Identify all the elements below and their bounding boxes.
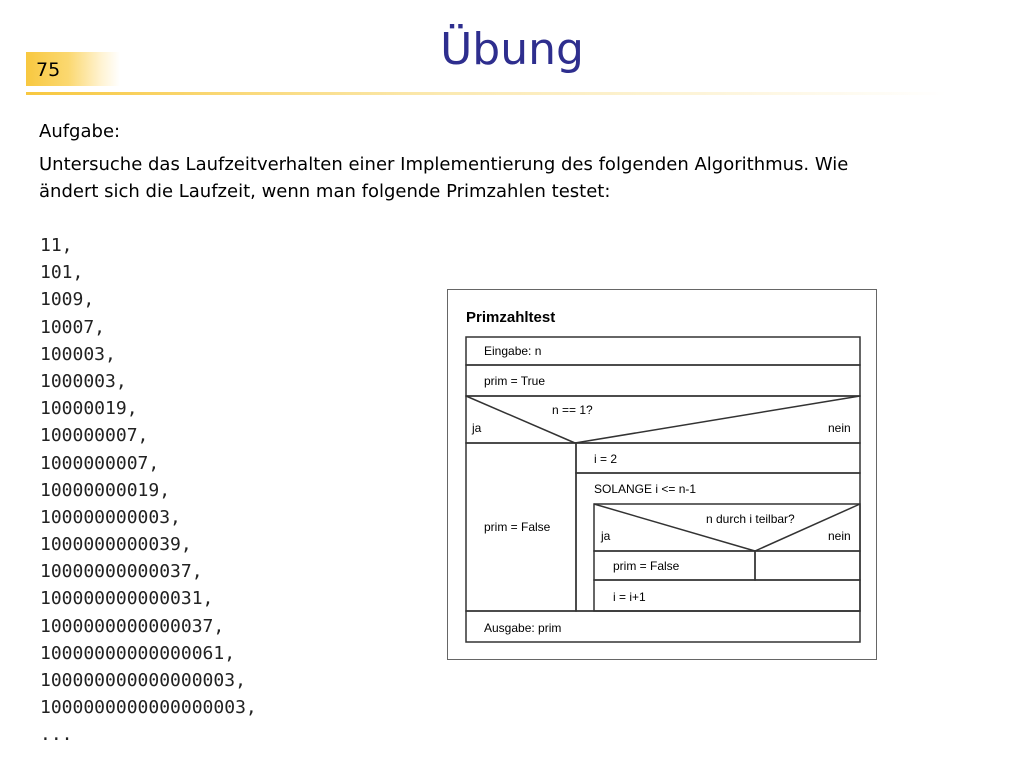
- else-empty-block: [755, 551, 860, 580]
- yes-2-label: ja: [601, 529, 611, 543]
- prime-number-item: 100000000003,: [40, 506, 181, 528]
- condition-1-text: n == 1?: [552, 403, 593, 417]
- decision-n-eq-1-block: [466, 396, 860, 443]
- condition-2-text: n durch i teilbar?: [706, 512, 795, 526]
- yes-1-label: ja: [472, 421, 482, 435]
- increment-text: i = i+1: [613, 590, 646, 604]
- prime-number-item: 100000000000031,: [40, 588, 214, 610]
- slide-title: Übung: [440, 24, 584, 75]
- prime-number-item: 100000000000000003,: [40, 670, 246, 691]
- task-text-line-1: Untersuche das Laufzeitverhalten einer Implementierung des folgenden Algorithmus. Wie: [39, 154, 849, 175]
- prime-number-item: ...: [40, 724, 73, 746]
- input-text: Eingabe: n: [484, 344, 542, 358]
- prime-number-item: 10000000000037,: [40, 561, 203, 583]
- then-1-text: prim = False: [484, 520, 551, 534]
- prime-number-item: 101,: [40, 262, 84, 284]
- init-i-text: i = 2: [594, 452, 618, 466]
- prime-number-item: 1000000007,: [40, 452, 160, 474]
- prime-number-item: 1000003,: [40, 370, 127, 392]
- prime-number-item: 10000000019,: [40, 479, 171, 501]
- prime-number-item: 1000000000039,: [40, 534, 192, 556]
- prime-number-item: 100003,: [40, 343, 116, 365]
- prime-number-item: 1009,: [40, 289, 95, 311]
- output-text: Ausgabe: prim: [484, 621, 562, 635]
- init-prim-text: prim = True: [484, 374, 546, 388]
- no-2-label: nein: [828, 529, 851, 543]
- structogram-title: Primzahltest: [466, 309, 556, 326]
- init-i-block: [576, 443, 860, 473]
- prime-number-item: 10000000000000061,: [40, 642, 236, 664]
- prime-number-item: 10000019,: [40, 398, 138, 420]
- prime-number-item: 11,: [40, 235, 73, 256]
- loop-text: SOLANGE i <= n-1: [594, 482, 697, 496]
- slide-number: 75: [36, 59, 61, 81]
- task-heading: Aufgabe:: [39, 121, 121, 142]
- task-text-line-2: ändert sich die Laufzeit, wenn man folgende Primzahlen testet:: [39, 181, 611, 202]
- prime-number-item: 1000000000000000003,: [40, 697, 257, 719]
- then-2-text: prim = False: [613, 559, 680, 573]
- prime-number-item: 10007,: [40, 316, 106, 338]
- no-1-label: nein: [828, 421, 851, 435]
- prime-number-item: 100000007,: [40, 425, 149, 447]
- prime-number-item: 1000000000000037,: [40, 615, 225, 637]
